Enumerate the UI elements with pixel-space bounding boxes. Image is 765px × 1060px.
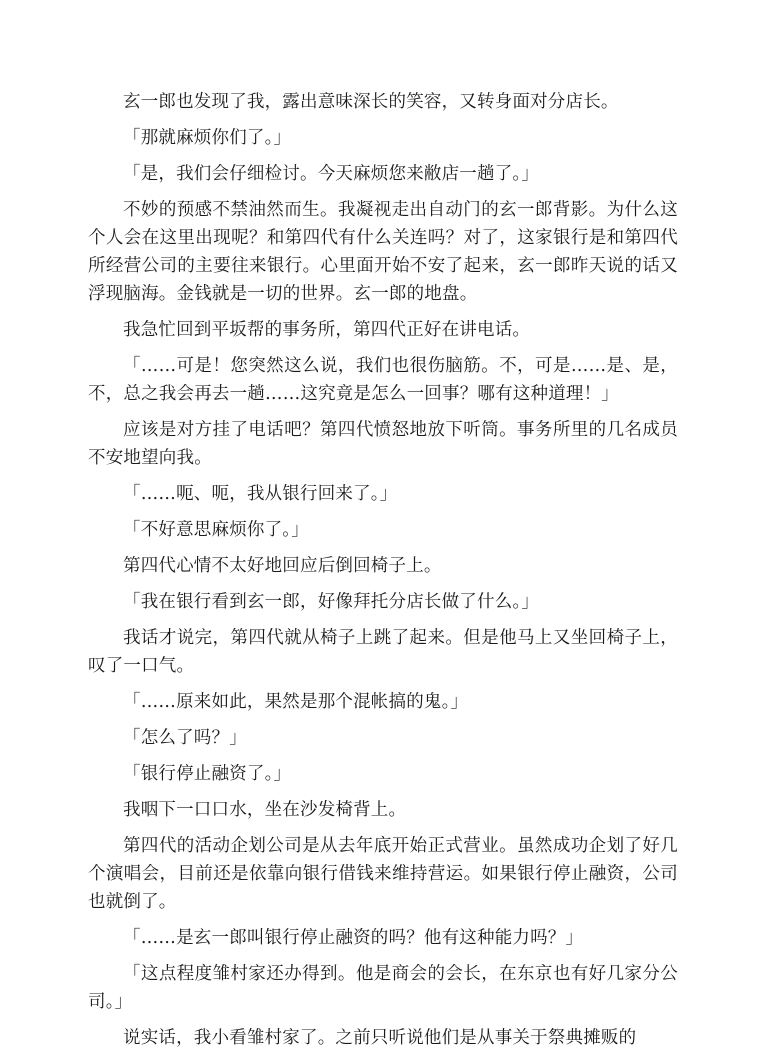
- paragraph: 我急忙回到平坂帮的事务所，第四代正好在讲电话。: [123, 320, 531, 340]
- paragraph: 不妙的预感不禁油然而生。我凝视走出自动门的玄一郎背影。为什么这个人会在这里出现呢？和第四代有什么关连吗？对了，这家银行是和第四代所经营公司的主要往来银行。心里面开始不安了起来，玄一郎昨天说的话又浮现脑海。金钱就是一切的世界。玄一郎的地盘。: [88, 200, 678, 304]
- paragraph: 说实话，我小看雏村家了。之前只听说他们是从事关于祭典摊贩的: [123, 1028, 637, 1048]
- paragraph: 第四代的活动企划公司是从去年底开始正式营业。虽然成功企划了好几个演唱会，目前还是依靠向银行借钱来维持营运。如果银行停止融资，公司也就倒了。: [88, 836, 678, 912]
- paragraph: 「怎么了吗？」: [123, 728, 247, 748]
- paragraph: 应该是对方挂了电话吧？第四代愤怒地放下听筒。事务所里的几名成员不安地望向我。: [88, 420, 678, 468]
- paragraph: 「……呃、呃，我从银行回来了。」: [123, 484, 398, 504]
- paragraph: 「……原来如此，果然是那个混帐搞的鬼。」: [123, 692, 469, 712]
- paragraph: 「……是玄一郎叫银行停止融资的吗？他有这种能力吗？」: [123, 928, 584, 948]
- paragraph: 「我在银行看到玄一郎，好像拜托分店长做了什么。」: [123, 592, 540, 612]
- paragraph: 玄一郎也发现了我，露出意味深长的笑容，又转身面对分店长。: [123, 92, 619, 112]
- paragraph: 「是，我们会仔细检讨。今天麻烦您来敝店一趟了。」: [123, 164, 540, 184]
- paragraph: 我咽下一口口水，坐在沙发椅背上。: [123, 800, 407, 820]
- paragraph: 我话才说完，第四代就从椅子上跳了起来。但是他马上又坐回椅子上，叹了一口气。: [88, 628, 678, 676]
- document-page: [88, 88, 678, 1060]
- paragraph: 「这点程度雏村家还办得到。他是商会的会长，在东京也有好几家分公司。」: [88, 964, 678, 1012]
- paragraph: 「……可是！您突然这么说，我们也很伤脑筋。不，可是……是、是，不，总之我会再去一趟……这究竟是怎么一回事？哪有这种道理！」: [88, 356, 678, 404]
- paragraph: 「那就麻烦你们了。」: [123, 128, 292, 148]
- paragraph: 「银行停止融资了。」: [123, 764, 292, 784]
- paragraph: 第四代心情不太好地回应后倒回椅子上。: [123, 556, 442, 576]
- paragraph: 「不好意思麻烦你了。」: [123, 520, 309, 540]
